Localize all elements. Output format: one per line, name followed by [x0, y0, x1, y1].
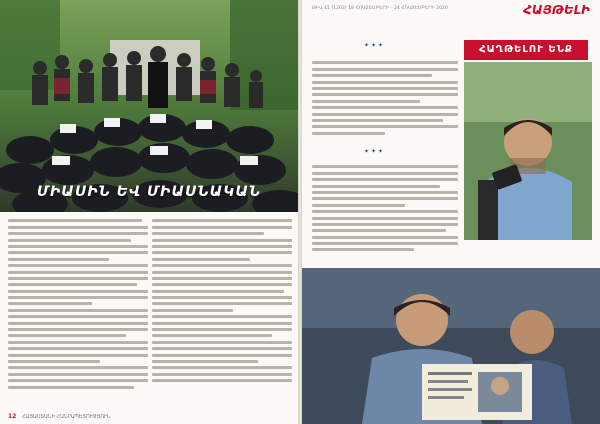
left-page	[0, 0, 298, 424]
brand-logo: ՀԱՅԹԵԼԻ	[523, 3, 590, 17]
issue-info: ԹԻՎ 41 (1203) 18 ՀՈԿՏԵՄԲԵՐԻ – 24 ՀՈԿՏԵՄԲԵՐԻ 2020	[312, 6, 448, 11]
article-column-1	[8, 216, 148, 408]
page-number: 12	[8, 413, 17, 420]
intro-column	[312, 58, 458, 146]
bottom-photo	[302, 268, 600, 424]
article-headline: ՄԻԱՍԻՆ ԵՎ ՄԻԱՍՆԱԿԱՆ	[36, 184, 262, 200]
section-tag: ՀԱՂԹԵԼՈՒ ԵՆՔ	[464, 40, 588, 60]
right-page	[302, 0, 600, 424]
article-column-2	[152, 216, 292, 408]
portrait-photo	[464, 62, 592, 240]
footer-text: ՀԱՅԱՍՏԱՆԻ ՀԱՆՐԱՊԵՏՈՒԹՅՈՒՆ	[21, 414, 111, 420]
group-photo	[0, 0, 298, 212]
ornament-middle: ✦✦✦	[364, 148, 386, 155]
body-column	[312, 162, 458, 266]
ornament-top: ✦✦✦	[364, 42, 386, 49]
page-footer	[8, 413, 110, 420]
